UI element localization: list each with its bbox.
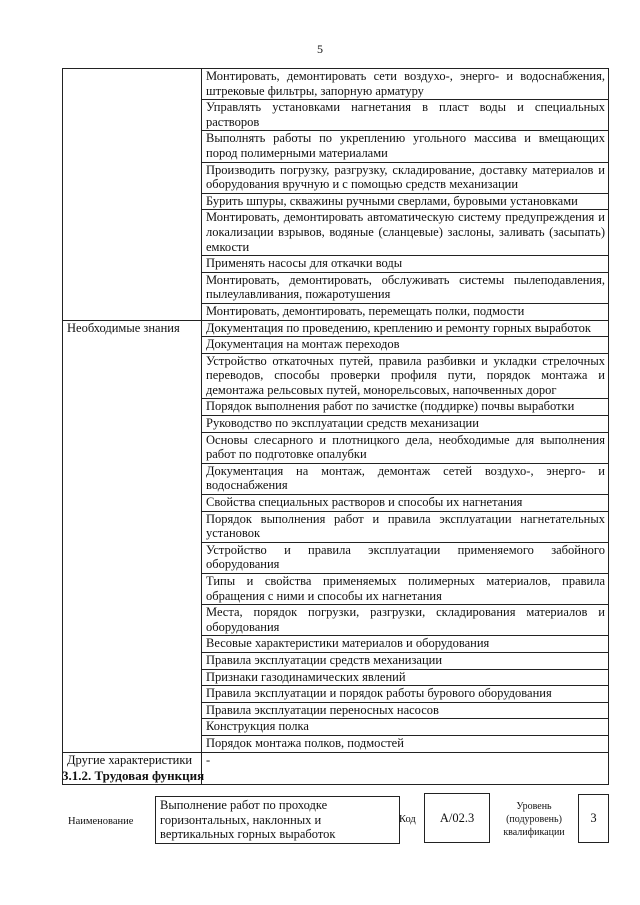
code-value-box — [424, 793, 490, 843]
level-value: 3 — [590, 811, 597, 825]
table-row — [63, 320, 609, 337]
row-label — [63, 69, 202, 321]
table-cell: Выполнять работы по укреплению угольного массива и вмещающих пород полимерными материалами — [202, 131, 609, 162]
name-value-box — [155, 796, 400, 844]
table-cell: Конструкция полка — [202, 719, 609, 736]
table-cell: Монтировать, демонтировать, перемещать полки, подмости — [202, 303, 609, 320]
row-label-knowledge: Необходимые знания — [63, 320, 202, 752]
table-cell: Признаки газодинамических явлений — [202, 669, 609, 686]
table-cell: Правила эксплуатации переносных насосов — [202, 702, 609, 719]
table-cell: Места, порядок погрузки, разгрузки, складирования материалов и оборудования — [202, 605, 609, 636]
name-value: Выполнение работ по проходке горизонтальных, наклонных и вертикальных горных выработок — [160, 798, 336, 841]
table-cell: Правила эксплуатации средств механизации — [202, 652, 609, 669]
section-title: 3.1.2. Трудовая функция — [62, 768, 205, 783]
level-value-box — [578, 794, 609, 843]
table-cell: - — [202, 752, 609, 784]
row-label-other: Другие характеристики — [63, 752, 202, 784]
table-cell: Монтировать, демонтировать, обслуживать системы пылеподавления, пылеулавливания, пожаротушения — [202, 272, 609, 303]
name-label: Наименование — [68, 816, 134, 827]
code-label: Код — [399, 814, 416, 825]
table-cell: Весовые характеристики материалов и оборудования — [202, 636, 609, 653]
table-cell: Документация по проведению, креплению и ремонту горных выработок — [202, 320, 609, 337]
table-cell: Документация на монтаж переходов — [202, 337, 609, 354]
requirements-table — [62, 68, 609, 785]
table-cell: Производить погрузку, разгрузку, складирование, доставку материалов и оборудования вручную и с помощью средств механизации — [202, 162, 609, 193]
code-value: А/02.3 — [439, 810, 475, 825]
table-cell: Свойства специальных растворов и способы их нагнетания — [202, 495, 609, 512]
table-cell: Порядок монтажа полков, подмостей — [202, 735, 609, 752]
table-cell: Правила эксплуатации и порядок работы бурового оборудования — [202, 686, 609, 703]
table-cell: Устройство и правила эксплуатации применяемого забойного оборудования — [202, 542, 609, 573]
page-number: 5 — [317, 42, 323, 56]
table-row — [63, 69, 609, 100]
table-cell: Монтировать, демонтировать автоматическую систему предупреждения и локализации взрывов, водяные (сланцевые) заслоны, заливать (засыпать) емкости — [202, 210, 609, 256]
table-cell: Применять насосы для откачки воды — [202, 256, 609, 273]
table-cell: Порядок выполнения работ по зачистке (поддирке) почвы выработки — [202, 399, 609, 416]
table-cell: Управлять установками нагнетания в пласт воды и специальных растворов — [202, 100, 609, 131]
level-label: Уровень (подуровень) квалификации — [503, 801, 565, 838]
table-cell: Монтировать, демонтировать сети воздухо-, энерго- и водоснабжения, штрековые фильтры, запорную арматуру — [202, 69, 609, 100]
table-cell: Порядок выполнения работ и правила эксплуатации нагнетательных установок — [202, 511, 609, 542]
table-cell: Бурить шпуры, скважины ручными сверлами, буровыми установками — [202, 193, 609, 210]
table-cell: Типы и свойства применяемых полимерных материалов, правила обращения с ними и способы их нагнетания — [202, 574, 609, 605]
table-cell: Основы слесарного и плотницкого дела, необходимые для выполнения работ по подготовке опалубки — [202, 432, 609, 463]
table-cell: Документация на монтаж, демонтаж сетей воздухо-, энерго- и водоснабжения — [202, 463, 609, 494]
table-cell: Руководство по эксплуатации средств механизации — [202, 416, 609, 433]
table-cell: Устройство откаточных путей, правила разбивки и укладки стрелочных переводов, способы проверки профиля пути, порядок монтажа и демонтажа рельсовых путей, монорельсовых, напочвенных дорог — [202, 353, 609, 399]
